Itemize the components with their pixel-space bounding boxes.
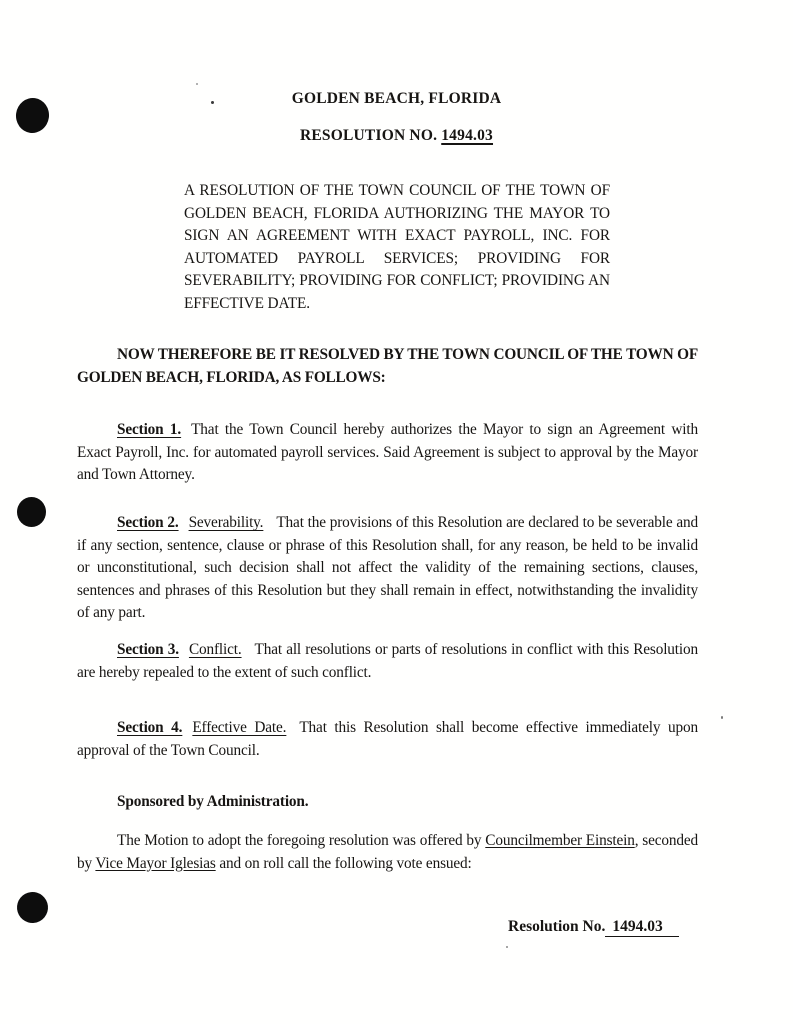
resolution-label: RESOLUTION NO. xyxy=(299,127,438,144)
motion-paragraph xyxy=(77,830,698,875)
footer-resolution-reference xyxy=(508,918,679,936)
section-2-heading: Section 2. xyxy=(117,514,179,531)
scan-speck xyxy=(506,946,508,948)
resolution-number: 1494.03 xyxy=(441,127,494,144)
section-2-paragraph xyxy=(77,512,698,625)
footer-resolution-number: 1494.03 xyxy=(605,918,678,937)
motion-offered-by: Councilmember Einstein xyxy=(485,832,635,849)
section-3-body: That all resolutions or parts of resolutions in conflict with this Resolution are hereby repealed to the extent of such conflict. xyxy=(77,641,699,681)
resolution-number-heading xyxy=(0,127,793,145)
motion-seconded-by: Vice Mayor Iglesias xyxy=(95,854,216,872)
scan-speck xyxy=(196,83,198,85)
section-2-body: That the provisions of this Resolution are declared to be severable and if any section, sentence, clause or phrase of this Resolution shall, for any reason, be held to be invalid or unconstitutional, such decision shall not affect the validity of the remaining sections, clauses, sentences and phrases of this Resolution but they shall remain in effect, notwithstanding the invalidity of any part. xyxy=(77,514,698,621)
section-2-subheading: Severability. xyxy=(188,514,264,531)
section-1-body: That the Town Council hereby authorizes the Mayor to sign an Agreement with Exact Payroll, Inc. for automated payroll services. Said Agreement is subject to approval by the Mayor and Town Attorney. xyxy=(77,421,698,483)
section-3-heading: Section 3. xyxy=(117,641,179,658)
hole-punch-mark xyxy=(15,890,49,924)
section-4-subheading: Effective Date. xyxy=(192,719,287,736)
footer-resolution-label: Resolution No. xyxy=(508,918,606,935)
sponsored-by-line: Sponsored by Administration. xyxy=(117,793,309,810)
section-1-paragraph xyxy=(77,419,698,487)
section-3-paragraph xyxy=(77,639,698,684)
section-3-subheading: Conflict. xyxy=(188,641,242,658)
motion-text-2: , seconded by xyxy=(77,832,698,872)
section-4-heading: Section 4. xyxy=(117,719,183,736)
section-1-heading: Section 1. xyxy=(117,421,182,438)
resolution-title-block: A RESOLUTION OF THE TOWN COUNCIL OF THE TOWN OF GOLDEN BEACH, FLORIDA AUTHORIZING THE MAYOR TO SIGN AN AGREEMENT WITH EXACT PAYROLL, INC. FOR AUTOMATED PAYROLL SERVICES; PROVIDING FOR SEVERABILITY; PROVIDING FOR CONFLICT; PROVIDING AN EFFECTIVE DATE. xyxy=(184,182,610,312)
section-4-body: That this Resolution shall become effective immediately upon approval of the Town Council. xyxy=(77,719,699,759)
document-title-city: GOLDEN BEACH, FLORIDA xyxy=(291,90,502,107)
section-4-paragraph xyxy=(77,717,698,762)
scan-speck xyxy=(721,716,723,719)
motion-text-3: and on roll call the following vote ensued: xyxy=(215,854,472,872)
resolved-clause: NOW THEREFORE BE IT RESOLVED BY THE TOWN COUNCIL OF THE TOWN OF GOLDEN BEACH, FLORIDA, AS FOLLOWS: xyxy=(77,346,698,386)
hole-punch-mark xyxy=(17,497,46,527)
motion-text-1: The Motion to adopt the foregoing resolution was offered by xyxy=(117,832,486,849)
